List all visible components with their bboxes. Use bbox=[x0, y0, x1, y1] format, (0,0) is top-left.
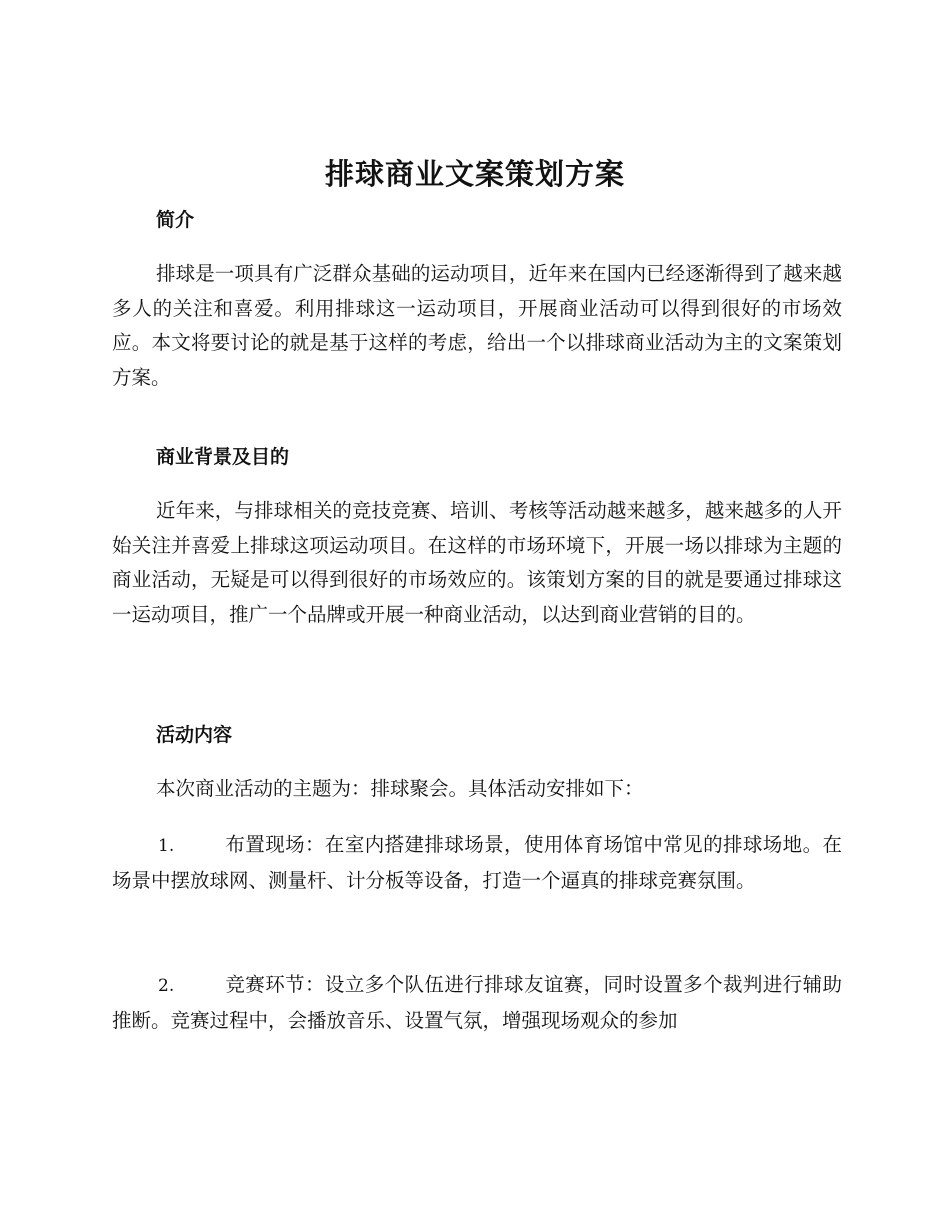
section-heading-intro: 简介 bbox=[156, 209, 195, 231]
document-title: 排球商业文案策划方案 bbox=[324, 157, 625, 191]
list-item bbox=[112, 828, 842, 898]
list-item-text: 布置现场：在室内搭建排球场景，使用体育场馆中常见的排球场地。在场景中摆放球网、测量杆、计分板等设备，打造一个逼真的排球竞赛氛围。 bbox=[112, 833, 842, 892]
section-paragraph-activities: 本次商业活动的主题为：排球聚会。具体活动安排如下： bbox=[156, 777, 644, 800]
list-item-number: 2. bbox=[158, 976, 175, 996]
section-heading-activities: 活动内容 bbox=[156, 724, 233, 746]
list-item-text: 竞赛环节：设立多个队伍进行排球友谊赛，同时设置多个裁判进行辅助推断。竞赛过程中，会播放音乐、设置气氛，增强现场观众的参加 bbox=[112, 973, 842, 1032]
list-item bbox=[112, 968, 842, 1038]
list-item-number: 1. bbox=[158, 836, 175, 856]
section-heading-background: 商业背景及目的 bbox=[156, 446, 290, 468]
section-paragraph-background: 近年来，与排球相关的竞技竞赛、培训、考核等活动越来越多，越来越多的人开始关注并喜爱上排球这项运动项目。在这样的市场环境下，开展一场以排球为主题的商业活动，无疑是可以得到很好的市场效应的。该策划方案的目的就是要通过排球这一运动项目，推广一个品牌或开展一种商业活动，以达到商业营销的目的。 bbox=[112, 499, 842, 626]
section-paragraph-intro: 排球是一项具有广泛群众基础的运动项目，近年来在国内已经逐渐得到了越来越多人的关注和喜爱。利用排球这一运动项目，开展商业活动可以得到很好的市场效应。本文将要讨论的就是基于这样的考虑，给出一个以排球商业活动为主的文案策划方案。 bbox=[112, 262, 842, 389]
